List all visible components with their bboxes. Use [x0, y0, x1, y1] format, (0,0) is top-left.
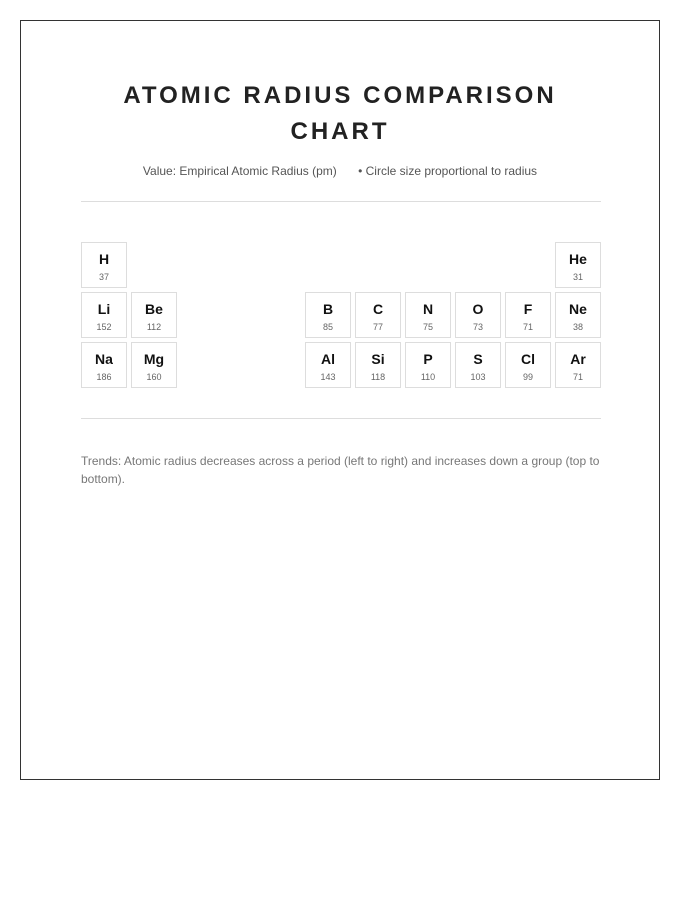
element-cell-ne — [555, 292, 601, 338]
element-cell-si — [355, 342, 401, 388]
element-cell-p — [405, 342, 451, 388]
element-cell-li — [81, 292, 127, 338]
size-note: • Circle size proportional to radius — [358, 164, 538, 178]
element-cell-h — [81, 242, 127, 288]
element-cell-al — [305, 342, 351, 388]
element-cell-b — [305, 292, 351, 338]
top-divider — [81, 201, 601, 202]
value-description: Value: Empirical Atomic Radius (pm) — [142, 164, 337, 178]
chart-subtitle — [80, 164, 600, 178]
element-radius-value: 38 — [572, 322, 583, 332]
element-radius-value: 112 — [146, 322, 162, 332]
element-cell-he — [555, 242, 601, 288]
element-symbol: C — [372, 301, 384, 317]
element-symbol: Na — [95, 351, 113, 367]
element-radius-value: 118 — [370, 372, 386, 382]
element-symbol: S — [473, 351, 483, 367]
element-cell-na — [81, 342, 127, 388]
trends-note: Trends: Atomic radius decreases across a period (left to right) and increases down a group (top to bottom). — [81, 454, 600, 486]
element-symbol: Cl — [521, 351, 535, 367]
chart-title: ATOMIC RADIUS COMPARISON CHART — [123, 82, 557, 145]
element-symbol: He — [569, 251, 587, 267]
element-radius-value: 186 — [96, 372, 112, 382]
element-symbol: F — [523, 301, 533, 317]
element-symbol: Mg — [143, 351, 165, 367]
element-symbol: Li — [97, 301, 111, 317]
element-radius-value: 73 — [472, 322, 483, 332]
element-cell-s — [455, 342, 501, 388]
element-radius-value: 75 — [422, 322, 433, 332]
element-radius-value: 37 — [98, 272, 109, 282]
element-cell-f — [505, 292, 551, 338]
element-symbol: Be — [145, 301, 163, 317]
element-symbol: P — [423, 351, 433, 367]
element-symbol: H — [98, 251, 110, 267]
element-symbol: Si — [371, 351, 385, 367]
element-radius-value: 71 — [572, 372, 583, 382]
element-radius-value: 31 — [572, 272, 583, 282]
element-radius-value: 71 — [522, 322, 533, 332]
element-cell-ar — [555, 342, 601, 388]
element-cell-c — [355, 292, 401, 338]
element-symbol: Al — [321, 351, 335, 367]
element-radius-value: 85 — [322, 322, 333, 332]
element-radius-value: 99 — [522, 372, 533, 382]
element-radius-value: 160 — [146, 372, 162, 382]
element-symbol: N — [422, 301, 434, 317]
element-radius-value: 103 — [470, 372, 486, 382]
bottom-divider — [81, 418, 601, 419]
element-symbol: Ar — [570, 351, 586, 367]
element-cell-o — [455, 292, 501, 338]
element-symbol: B — [322, 301, 334, 317]
element-radius-value: 143 — [320, 372, 336, 382]
element-symbol: Ne — [569, 301, 587, 317]
element-cell-n — [405, 292, 451, 338]
element-cell-mg — [131, 342, 177, 388]
element-cell-cl — [505, 342, 551, 388]
element-radius-value: 110 — [420, 372, 436, 382]
element-symbol: O — [472, 301, 484, 317]
element-radius-value: 77 — [372, 322, 383, 332]
element-cell-be — [131, 292, 177, 338]
element-radius-value: 152 — [96, 322, 112, 332]
